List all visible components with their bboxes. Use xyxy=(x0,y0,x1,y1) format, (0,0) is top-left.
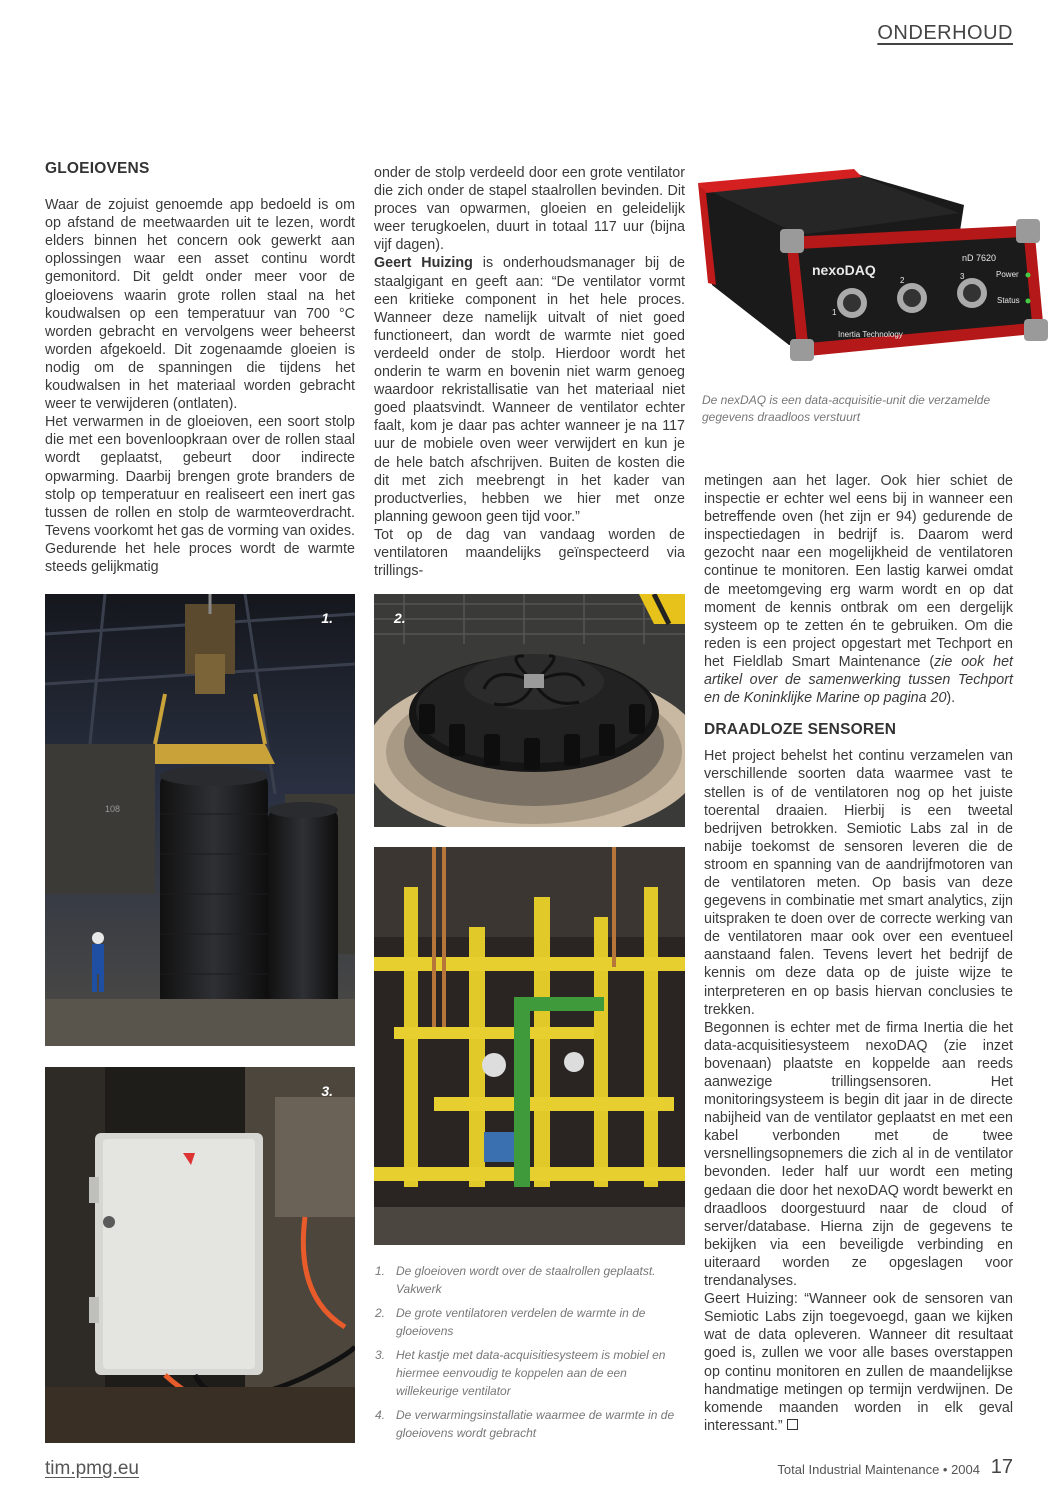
photo-furnace-hall xyxy=(45,594,355,1046)
paragraph xyxy=(704,472,1013,707)
photo-heating-installation xyxy=(374,847,685,1245)
device-caption: De nexDAQ is een data-acquisitie-unit die verzamelde gegevens draadloos verstuurt xyxy=(702,393,991,424)
photo-number: 3. xyxy=(321,1083,333,1099)
heading-gloeiovens: GLOEIOVENS xyxy=(45,160,150,177)
footer-url-link[interactable]: tim.pmg.eu xyxy=(45,1458,139,1479)
device-model: nD 7620 xyxy=(962,253,997,263)
photo-number: 1. xyxy=(321,610,333,626)
photo-captions xyxy=(375,1262,675,1448)
paragraph: Waar de zojuist genoemde app bedoeld is om op afstand de meetwaarden uit te lezen, wordt elders binnen het concern ook gewerkt aan oplossingen waar een asset continu wordt gemonitord. Dit geldt onder meer voor de gloeiovens waarin grote rollen staal na het koudwalsen op een temperatuur van 700 °C worden gebracht en vervolgens weer beheerst worden afgekoeld. Dit zogenaamde gloeien is nodig om de spanningen die tijdens het koudwalsen in het materiaal worden gebracht weer te verwijderen (ontlaten). xyxy=(45,197,355,413)
section-tag: ONDERHOUD xyxy=(877,22,1013,44)
caption-number: 4. xyxy=(375,1408,386,1422)
nexodaq-device-image xyxy=(694,165,1050,385)
caption-text: Het kastje met data-acquisitiesysteem is mobiel en hiermee eenvoudig te koppelen aan de een willekeurige ventilator xyxy=(396,1348,666,1398)
column-2 xyxy=(374,164,685,580)
caption-text: De grote ventilatoren verdelen de warmte in de gloeiovens xyxy=(396,1306,646,1338)
caption-item xyxy=(375,1406,675,1442)
caption-item xyxy=(375,1346,675,1400)
paragraph: Het project behelst het continu verzamelen van verschillende soorten data waarmee vast te stellen is of de ventilatoren nog op het juiste toerental draaien. Hierbij is een tweetal bedrijven betrokken. Semiotic Labs zal in de nabije toekomst de sensoren leveren die de stroom en spanning van de aandrijfmotoren van de ventilatoren meten. Op basis van deze gegevens in combinatie met smart analytics, zijn uitspraken te doen over de correcte werking van de ventilatoren maar ook over een eventueel aanstaand falen. Tevens levert het bedrijf de kennis om deze data op de juiste wijze te interpreteren en op basis hiervan conclusies te trekken. xyxy=(704,748,1013,1018)
person-name: Geert Huizing xyxy=(374,255,473,272)
paragraph-text: is onderhoudsmanager bij de staalgigant en geeft aan: “De ventilator vormt een kritieke component in het hele proces. Wanneer deze namelijk uitvalt of niet goed functioneert, dan wordt de warmte niet goed verdeeld onder de stolp. Hierdoor wordt het onderin te warm en bovenin niet warm genoeg waardoor rekristallisatie van het materiaal niet goed plaatsvindt. Wanneer de ventilator echter faalt, kom je daar pas achter wanneer je na 117 uur de mobiele oven weer verwijdert en kun je de hele batch afschrijven. Buiten de kosten die dit met zich meebrengt in het kader van productverlies, hebben we hier met onze planning gewoon geen tijd voor.” xyxy=(374,255,685,525)
heading-draadloze-sensoren: DRAADLOZE SENSOREN xyxy=(704,721,897,739)
caption-text: De verwarmingsinstallatie waarmee de warmte in de gloeiovens wordt gebracht xyxy=(396,1408,675,1440)
column-3 xyxy=(704,472,1013,1435)
footer-magazine: Total Industrial Maintenance • 2004 xyxy=(777,1462,980,1477)
paragraph-text: Geert Huizing: “Wanneer ook de sensoren van Semiotic Labs zijn toegevoegd, gaan we kijken wat de data opleveren. Wanneer dit resultaat goed is, zullen we voor alle bases overstappen op continu monitoren en zullen de maandelijkse handmatige metingen op termijn verdwijnen. De komende maanden worden in elk geval interessant.” xyxy=(704,1291,1013,1434)
caption-text: De gloeioven wordt over de staalrollen geplaatst. Vakwerk xyxy=(396,1264,656,1296)
nexodaq-illustration xyxy=(694,165,1050,385)
device-port-label: 2 xyxy=(900,276,905,285)
photo-daq-box xyxy=(45,1067,355,1443)
paragraph-text: ). xyxy=(946,690,956,707)
paragraph xyxy=(374,254,685,525)
heating-installation-illustration xyxy=(374,847,685,1245)
hall-sign: 108 xyxy=(105,804,121,814)
photo-ventilator xyxy=(374,594,685,827)
paragraph-text: metingen aan het lager. Ook hier schiet de inspectie er echter wel eens bij in wanneer een betreffende oven (het zijn er 94) gedurende de inspectiedagen in bedrijf is. Daarom werd gezocht naar een mogelijkheid de ventilatoren continue te monitoren. Een lastig karwei omdat de meetomgeving erg warm wordt en op dat moment de kennis ontbrak om een dergelijk systeem op te zetten én te gebruiken. Om die reden is een project opgestart met Techport en het Fieldlab Smart Maintenance ( xyxy=(704,473,1013,670)
paragraph: Begonnen is echter met de firma Inertia die het data-acquisitiesysteem nexoDAQ (zie inzet bovenaan) plaatste en koppelde aan reeds aanwezige trillingsensoren. Het monitoringsysteem is begin dit jaar in de directe nabijheid van de ventilator geplaatst en met een kabel verbonden met de twee versnellingsopnemers die zich al in de ventilator bevonden. Ieder half uur wordt een meting gedaan die door het nexoDAQ wordt bewerkt en draadloos doorgestuurd naar de cloud of server/database. Hierna zijn de gegevens te bekijken via een beveiligde verbinding en uiteraard worden ze opgeslagen voor trendanalyses. xyxy=(704,1019,1013,1290)
caption-number: 1. xyxy=(375,1264,386,1278)
cross-reference: zie ook het artikel over de samenwerking tussen Techport en de Koninklijke Marine op pagina 20 xyxy=(704,653,1013,707)
caption-number: 2. xyxy=(375,1306,386,1320)
device-port-label: 1 xyxy=(832,308,837,317)
column-1 xyxy=(45,160,355,576)
device-port-label: 3 xyxy=(960,272,965,281)
end-mark-icon xyxy=(787,1419,798,1430)
caption-item xyxy=(375,1304,675,1340)
caption-number: 3. xyxy=(375,1348,386,1362)
device-brand: nexoDAQ xyxy=(812,262,876,278)
furnace-hall-illustration xyxy=(45,594,355,1046)
daq-box-illustration xyxy=(45,1067,355,1443)
caption-item xyxy=(375,1262,675,1298)
paragraph: Tot op de dag van vandaag worden de ventilatoren maandelijks geïnspecteerd via trillings- xyxy=(374,526,685,580)
device-power-label: Power xyxy=(996,270,1019,279)
page-number: 17 xyxy=(990,1456,1013,1478)
device-company: Inertia Technology xyxy=(838,330,903,339)
paragraph xyxy=(704,1290,1013,1435)
paragraph: onder de stolp verdeeld door een grote ventilator die zich onder de stapel staalrollen bevinden. Dit proces van opwarmen, gloeien en geleidelijk weer terugkoelen, duurt in totaal 117 uur (bijna vijf dagen). xyxy=(374,165,685,254)
paragraph: Het verwarmen in de gloeioven, een soort stolp die met een bovenloopkraan over de rollen staal wordt geplaatst, gebeurt door indirecte opwarming. Daarbij brengen grote branders de stolp op temperatuur en realiseert een inert gas tussen de rollen en stolp de warmteoverdracht. Tevens voorkomt het gas de vorming van oxides. Gedurende het hele proces wordt de warmte steeds gelijkmatig xyxy=(45,414,355,575)
ventilator-illustration xyxy=(374,594,685,827)
device-status-label: Status xyxy=(997,296,1020,305)
photo-number: 2. xyxy=(394,610,406,626)
